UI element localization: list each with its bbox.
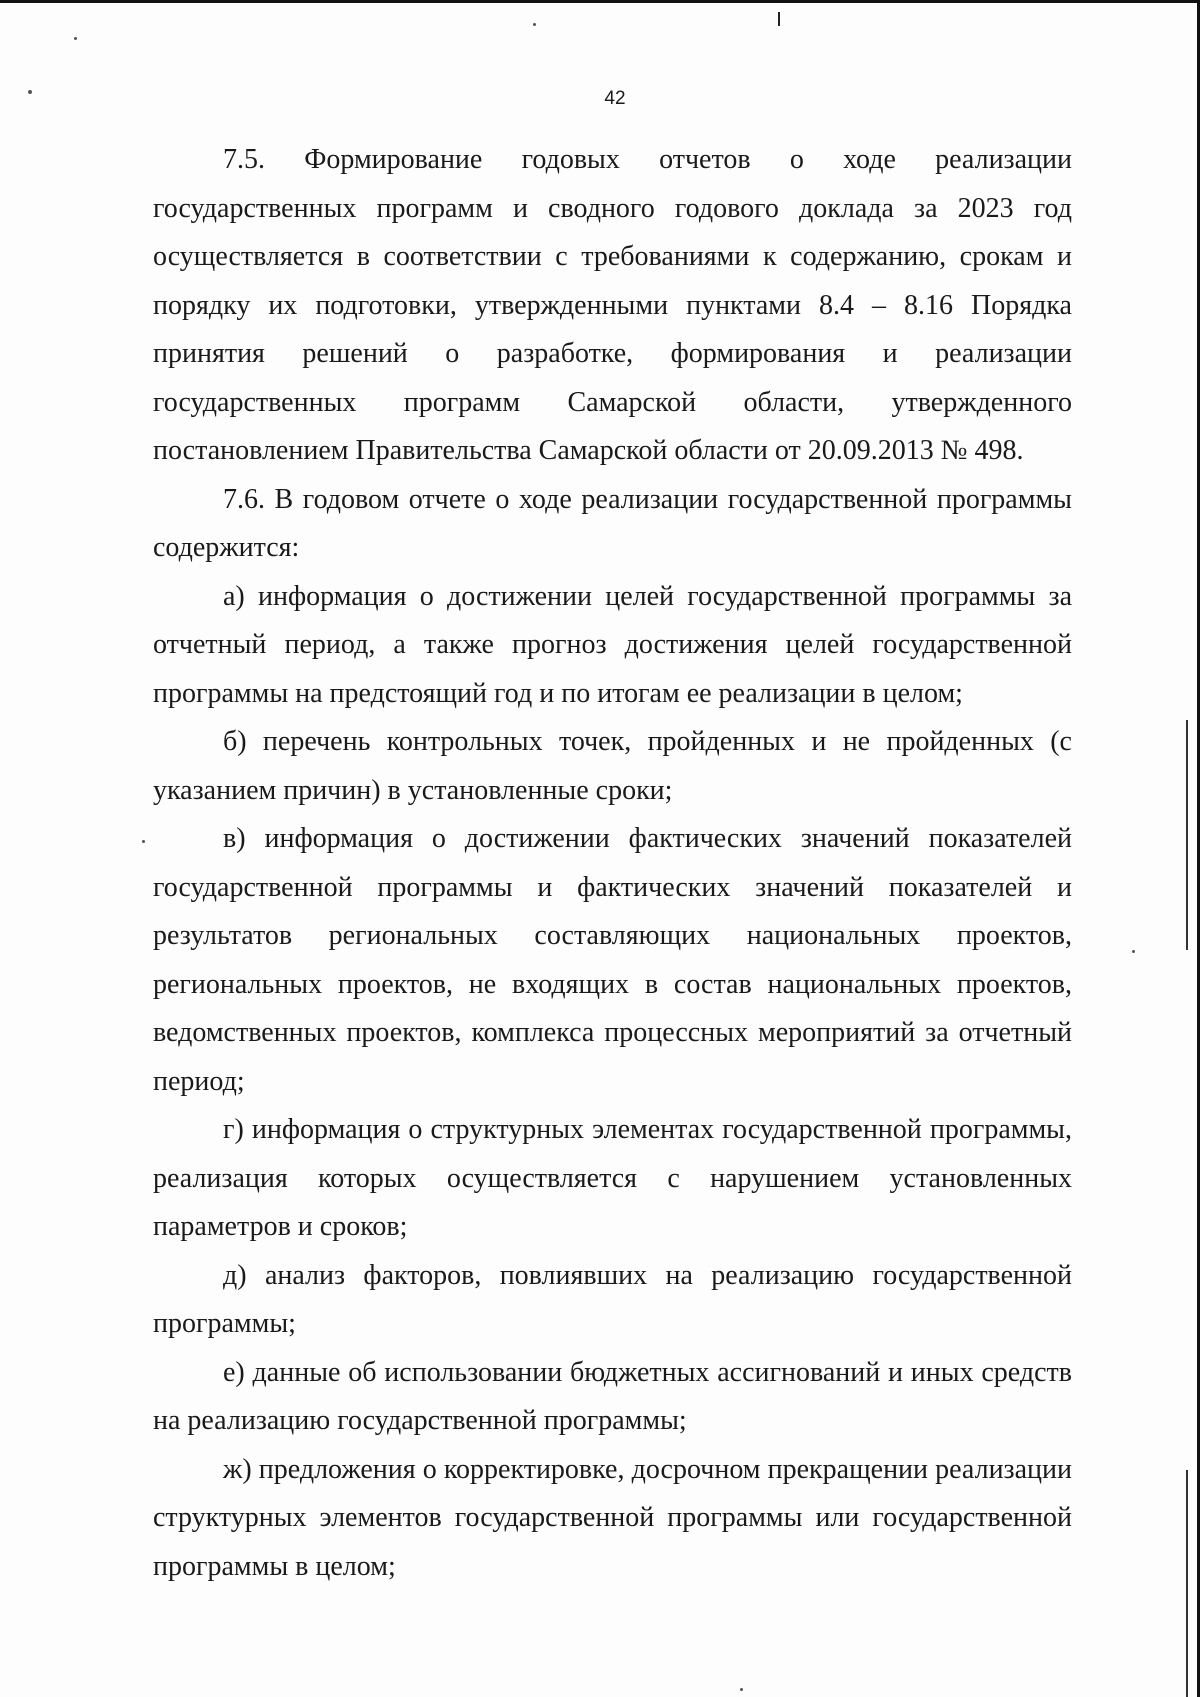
scan-speck <box>1132 950 1135 953</box>
list-item-d: д) анализ факторов, повлиявших на реализацию государственной программы; <box>153 1259 1072 1339</box>
scan-speck <box>740 1688 743 1691</box>
scan-top-border <box>0 0 1200 3</box>
scan-edge-line <box>1186 720 1188 950</box>
scan-artifact <box>778 12 780 26</box>
list-item-e: е) данные об использовании бюджетных ассигнований и иных средств на реализацию государственной программы; <box>153 1356 1072 1436</box>
scan-edge-line <box>1186 1470 1188 1697</box>
list-item-v: в) информация о достижении фактических значений показателей государственной программы и фактических значений показателей и результатов региональных составляющих национальных проектов, региональных проектов, не входящих в состав национальных проектов, ведомственных проектов, комплекса процессных мероприятий за отчетный период; <box>153 823 1072 1097</box>
scan-speck <box>74 37 77 40</box>
paragraph-7-5: 7.5. Формирование годовых отчетов о ходе реализации государственных программ и сводного годового доклада за 2023 год осуществляется в соответствии с требованиями к содержанию, срокам и порядку их подготовки, утвержденными пунктами 8.4 – 8.16 Порядка принятия решений о разработке, формирования и реализации государственных программ Самарской области, утвержденного постановлением Правительства Самарской области от 20.09.2013 № 498. <box>153 144 1072 466</box>
paragraph-7-6: 7.6. В годовом отчете о ходе реализации государственной программы содержится: <box>153 483 1072 563</box>
scan-speck <box>533 23 536 26</box>
page-number: 42 <box>604 88 626 109</box>
list-item-zh: ж) предложения о корректировке, досрочном прекращении реализации структурных элементов государственной программы или государственной программы в целом; <box>153 1453 1072 1582</box>
list-item-g: г) информация о структурных элементах государственной программы, реализация которых осуществляется с нарушением установленных параметров и сроков; <box>153 1114 1072 1242</box>
scan-speck <box>142 840 145 843</box>
document-body <box>153 136 1072 1591</box>
list-item-b: б) перечень контрольных точек, пройденных и не пройденных (с указанием причин) в установленные сроки; <box>153 726 1072 806</box>
list-item-a: а) информация о достижении целей государственной программы за отчетный период, а также прогноз достижения целей государственной программы на предстоящий год и по итогам ее реализации в целом; <box>153 580 1072 709</box>
